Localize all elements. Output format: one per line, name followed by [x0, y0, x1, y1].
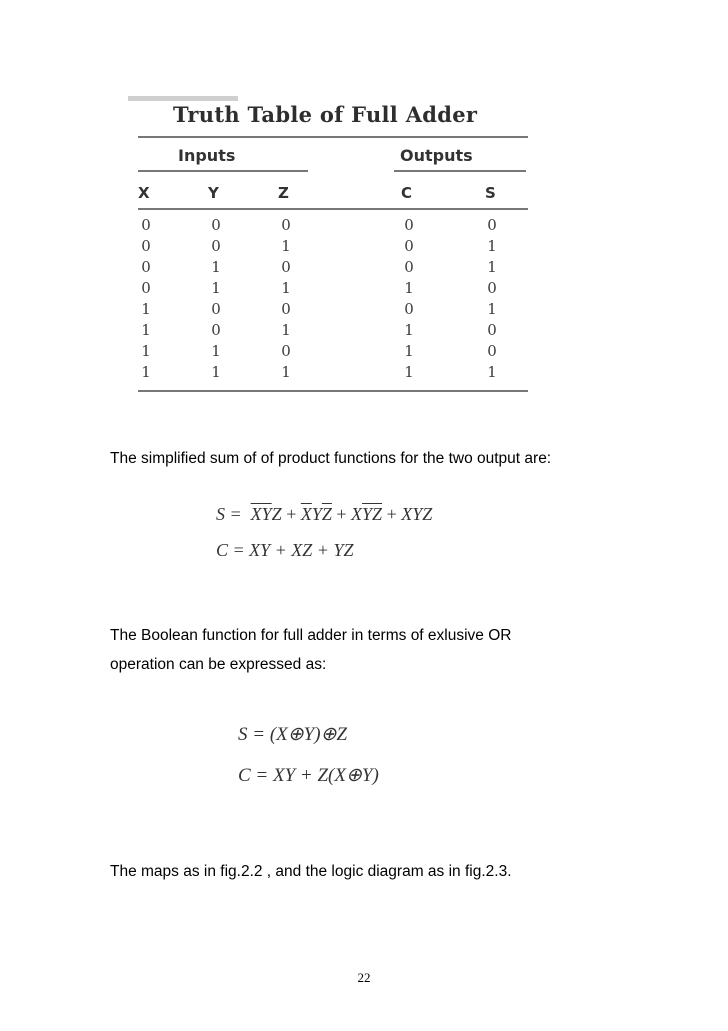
table-cell: 1	[141, 342, 151, 360]
table-cell: 0	[211, 237, 221, 255]
table-cell: 1	[281, 321, 291, 339]
table-cell: 0	[141, 258, 151, 276]
table-cell: 0	[404, 300, 414, 318]
table-cell: 1	[141, 363, 151, 381]
figure-top-bar	[128, 96, 238, 101]
table-cell: 1	[281, 363, 291, 381]
equation-s-sop: $S = \overline{X}\overline{Y}Z + \overline{X}Y\overline{Z} + X\overline{Y}\overline{Z}$ + XYZ	[216, 504, 433, 524]
column-header-z: Z	[278, 184, 289, 202]
inputs-group-label: Inputs	[178, 146, 236, 165]
table-cell: 0	[487, 216, 497, 234]
table-cell: 1	[404, 321, 414, 339]
table-cell: 1	[281, 279, 291, 297]
paragraph-figures: The maps as in fig.2.2 , and the logic diagram as in fig.2.3.	[110, 863, 512, 880]
table-cell: 1	[211, 279, 221, 297]
table-cell: 0	[281, 216, 291, 234]
table-cell: 0	[211, 321, 221, 339]
truth-table-title: Truth Table of Full Adder	[173, 102, 478, 127]
table-cell: 1	[281, 237, 291, 255]
table-cell: 1	[141, 300, 151, 318]
header-bottom-rule	[138, 208, 528, 210]
equation-s-lhs: S =	[216, 504, 242, 524]
paragraph-xor-line1: The Boolean function for full adder in terms of exlusive OR	[110, 627, 512, 644]
column-header-x: X	[138, 184, 150, 202]
table-cell: 1	[487, 237, 497, 255]
table-cell: 0	[404, 237, 414, 255]
table-cell: 1	[141, 321, 151, 339]
outputs-underline	[394, 170, 526, 172]
paragraph-sop-intro: The simplified sum of of product functions for the two output are:	[110, 450, 552, 467]
table-cell: 0	[141, 216, 151, 234]
table-cell: 1	[487, 258, 497, 276]
table-cell: 1	[404, 363, 414, 381]
table-top-rule	[138, 136, 528, 138]
inputs-underline	[138, 170, 308, 172]
table-cell: 1	[404, 279, 414, 297]
column-header-c: C	[401, 184, 413, 202]
table-cell: 1	[211, 363, 221, 381]
paragraph-xor-line2: operation can be expressed as:	[110, 656, 327, 673]
table-cell: 0	[404, 258, 414, 276]
table-cell: 0	[404, 216, 414, 234]
table-cell: 0	[211, 216, 221, 234]
table-cell: 0	[281, 342, 291, 360]
table-cell: 0	[487, 342, 497, 360]
page-number: 22	[357, 970, 371, 985]
table-cell: 0	[487, 321, 497, 339]
outputs-group-label: Outputs	[400, 146, 473, 165]
table-cell: 1	[487, 300, 497, 318]
equation-c-sop: C = XY + XZ + YZ	[216, 540, 354, 560]
table-cell: 0	[141, 237, 151, 255]
table-cell: 0	[487, 279, 497, 297]
table-cell: 0	[281, 300, 291, 318]
table-cell: 1	[487, 363, 497, 381]
table-cell: 1	[404, 342, 414, 360]
table-cell: 0	[141, 279, 151, 297]
column-header-y: Y	[208, 184, 219, 202]
column-header-s: S	[485, 184, 496, 202]
table-cell: 0	[281, 258, 291, 276]
equation-s-xor: S = (X⊕Y)⊕Z	[238, 724, 348, 745]
table-cell: 1	[211, 342, 221, 360]
equation-c-xor: C = XY + Z(X⊕Y)	[238, 765, 379, 786]
table-cell: 1	[211, 258, 221, 276]
truth-table-figure	[118, 96, 528, 401]
table-cell: 0	[211, 300, 221, 318]
table-bottom-rule	[138, 390, 528, 392]
